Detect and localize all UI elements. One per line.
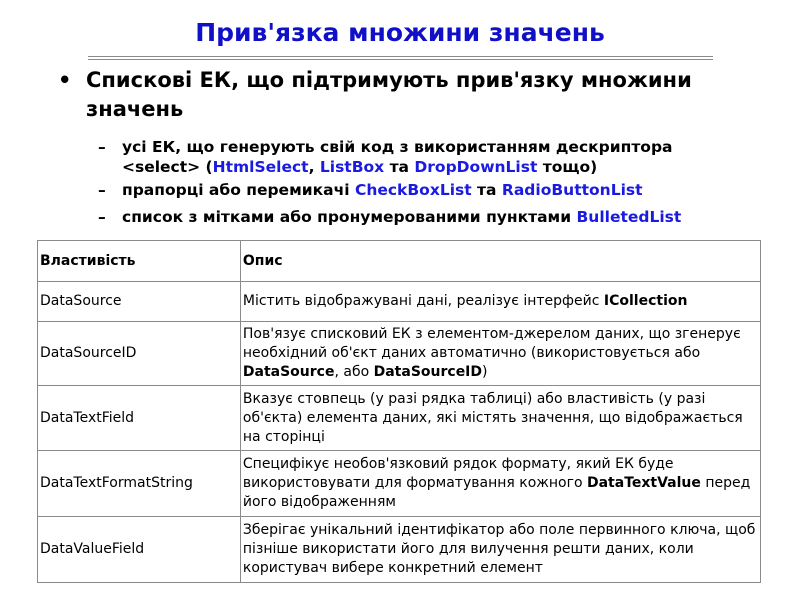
- bulletedlist-term: BulletedList: [576, 208, 682, 226]
- separator: ,: [308, 158, 320, 176]
- desc-text: Містить відображувані дані, реалізує інтерфейс: [242, 293, 604, 309]
- listbox-term: ListBox: [319, 158, 385, 176]
- header-description: Опис: [240, 241, 760, 282]
- header-property: Властивість: [38, 241, 241, 282]
- desc-text: Специфікує необов'язковий рядок формату, який ЕК буде використовувати для форматування кожного: [242, 456, 674, 491]
- table-row: [38, 517, 761, 583]
- bullet-marker: •: [58, 68, 72, 92]
- property-description: [240, 517, 760, 583]
- property-name: DataSourceID: [38, 322, 241, 386]
- main-bullet-text: Спискові ЕК, що підтримують прив'язку множини значень: [86, 68, 692, 121]
- page-title: Прив'язка множини значень: [195, 18, 605, 47]
- sub-item-prefix: прапорці або перемикачі: [122, 181, 355, 199]
- sub-item-suffix: тощо): [537, 158, 598, 176]
- sub-item-prefix: список з мітками або пронумерованими пунктами: [122, 208, 577, 226]
- htmlselect-term: HtmlSelect: [212, 158, 309, 176]
- conjunction: та: [471, 181, 502, 199]
- desc-text: ): [482, 364, 488, 380]
- title-divider-top: [88, 56, 713, 57]
- checkboxlist-term: CheckBoxList: [354, 181, 472, 199]
- table-row: [38, 451, 761, 517]
- desc-text: Пов'язує списковий ЕК з елементом-джерелом даних, що згенерує необхідний об'єкт даних автоматично (використовується або: [242, 326, 741, 361]
- dropdownlist-term: DropDownList: [414, 158, 538, 176]
- sub-item-text: [122, 137, 762, 177]
- property-description: [240, 451, 760, 517]
- property-name: DataTextFormatString: [38, 451, 241, 517]
- property-name: DataTextField: [38, 386, 241, 451]
- table-row: [38, 282, 761, 322]
- desc-term: DataSourceID: [373, 364, 483, 380]
- desc-term: ICollection: [603, 293, 688, 309]
- desc-text: Вказує стовпець (у разі рядка таблиці) або властивість (у разі об'єкта) елемента даних, які містять значення, що відображається на сторінці: [242, 390, 743, 445]
- sub-item-dash: –: [98, 181, 106, 199]
- sub-item-text: [122, 207, 762, 227]
- table-row: [38, 386, 761, 451]
- sub-item-line1: усі ЕК, що генерують свій код з використанням дескриптора: [122, 138, 673, 156]
- sub-item-dash: –: [98, 208, 106, 226]
- property-description: [240, 322, 760, 386]
- radiobuttonlist-term: RadioButtonList: [501, 181, 643, 199]
- properties-table: [37, 240, 761, 583]
- sub-item-dash: –: [98, 138, 106, 156]
- desc-text: Зберігає унікальний ідентифікатор або поле первинного ключа, щоб пізніше використати його для вилучення решти даних, коли користувач вибере конкретний елемент: [242, 522, 756, 576]
- table-row: [38, 322, 761, 386]
- desc-term: DataTextValue: [586, 475, 701, 491]
- property-name: DataSource: [38, 282, 241, 322]
- property-description: [240, 386, 760, 451]
- desc-text: перед його відображенням: [242, 475, 751, 510]
- sub-item-line2-prefix: <select> (: [122, 158, 213, 176]
- property-description: [240, 282, 760, 322]
- title-divider-bottom: [88, 59, 713, 60]
- property-name: DataValueField: [38, 517, 241, 583]
- sub-item-text: [122, 180, 762, 200]
- desc-term: DataSource: [242, 364, 335, 380]
- desc-text: , або: [334, 364, 374, 380]
- conjunction: та: [384, 158, 415, 176]
- table-header-row: [38, 241, 761, 282]
